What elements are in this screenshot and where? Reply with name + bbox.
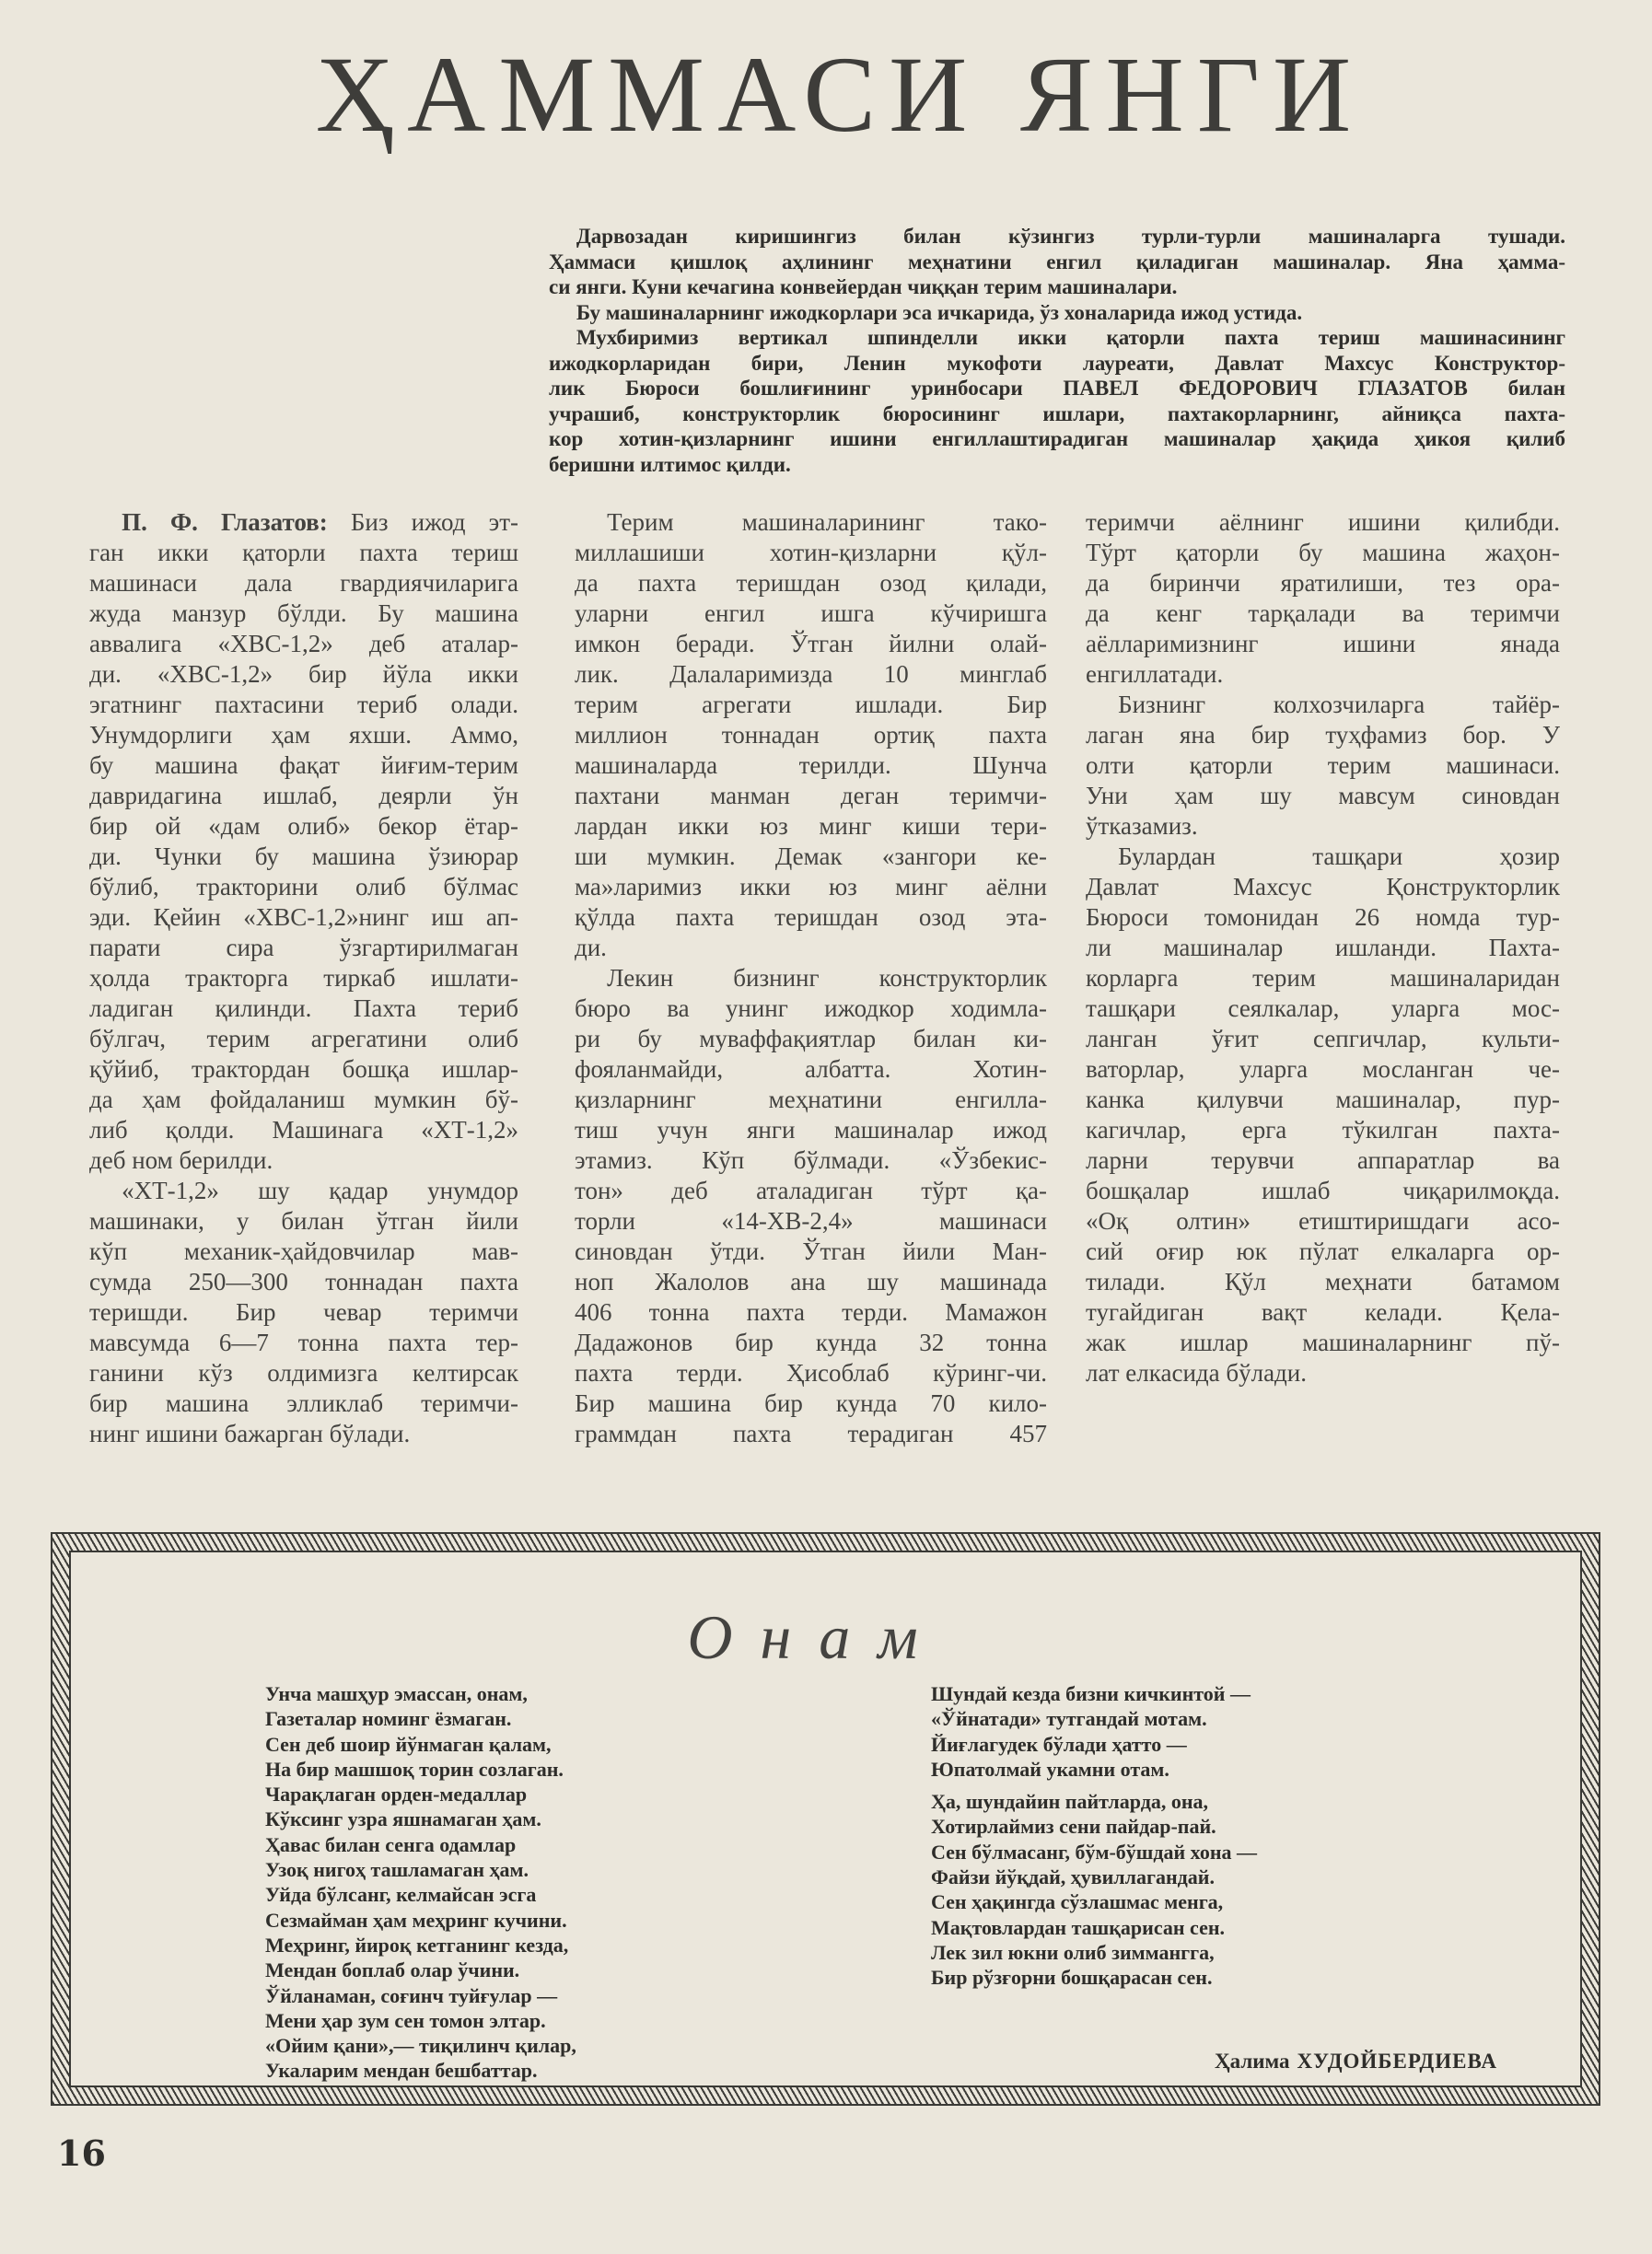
line-text: нинг ишини бажарган бўлади. <box>89 1420 411 1447</box>
text-line <box>1086 872 1560 902</box>
poem-line: Узоқ нигоҳ ташламаган ҳам. <box>265 1858 529 1882</box>
text-line <box>575 781 1047 811</box>
poem-line: Ўйланаман, соғинч туйғулар — <box>265 1983 558 2007</box>
text-line <box>89 690 518 720</box>
line-text: канка қилувчи машиналар, пур- <box>1086 1086 1560 1113</box>
line-text: ҳолда тракторга тиркаб ишлати- <box>89 964 518 992</box>
article-title: ҲАММАСИ ЯНГИ <box>315 34 1365 155</box>
line-text: кагичлар, ерга тўкилган пахта- <box>1086 1116 1560 1144</box>
poem-line: Унча машҳур эмассан, онам, <box>265 1682 528 1705</box>
line-text: Мухбиримиз вертикал шпинделли икки қаторли пахта териш машинасининг <box>576 326 1565 349</box>
poem-line: Сен ҳақингда сўзлашмас менга, <box>931 1890 1224 1914</box>
text-line <box>575 629 1047 659</box>
line-text: ташқари сеялкалар, уларга мос- <box>1086 994 1560 1022</box>
line-text: сий оғир юк пўлат елкаларга ор- <box>1086 1237 1560 1265</box>
line-text: машинаси дала гвардиячиларига <box>89 569 518 597</box>
text-line <box>1086 963 1560 993</box>
text-line <box>1086 1206 1560 1237</box>
poem-line: Бир рўзғорни бошқарасан сен. <box>931 1966 1213 1990</box>
line-text: да биринчи яратилиши, тез ора- <box>1086 569 1560 597</box>
poem-line: Меҳринг, йироқ кетганинг кезда, <box>265 1933 569 1957</box>
text-line <box>89 1206 518 1237</box>
line-text: тиш учун янги машиналар ижод <box>575 1116 1047 1144</box>
line-text: бюро ва унинг ижодкор ходимла- <box>575 994 1047 1022</box>
text-line <box>575 750 1047 781</box>
line-text: пахта терди. Ҳисоблаб кўринг-чи. <box>575 1359 1047 1387</box>
text-line <box>1086 1115 1560 1145</box>
line-text: машинаки, у билан ўтган йили <box>89 1207 518 1235</box>
text-line <box>575 538 1047 568</box>
text-line <box>549 426 1565 452</box>
line-text: лат елкасида бўлади. <box>1086 1359 1307 1387</box>
line-text: ма»ларимиз икки юз минг аёлни <box>575 873 1047 900</box>
line-text: Лекин бизнинг конструкторлик <box>607 964 1047 992</box>
text-line <box>1086 659 1560 690</box>
line-text: эди. Қейин «ХВС-1,2»нинг иш ап- <box>89 903 518 931</box>
text-line <box>549 351 1565 377</box>
line-text: ли машиналар ишланди. Пахта- <box>1086 934 1560 961</box>
poem-panel <box>69 1551 1582 2087</box>
poem-frame-hatched-border <box>51 1532 1600 2106</box>
text-line <box>89 963 518 993</box>
line-text: Дарвозадан киришингиз билан кўзингиз турли-турли машиналарга тушади. <box>576 225 1565 248</box>
poem-line: Сезмайман ҳам меҳринг кучини. <box>265 1908 567 1932</box>
text-line <box>1086 933 1560 963</box>
line-text: жуда манзур бўлди. Бу машина <box>89 599 518 627</box>
line-text: тон» деб аталадиган тўрт қа- <box>575 1177 1047 1204</box>
text-line <box>575 902 1047 933</box>
poem-line: Мендан боплаб олар ўчини. <box>265 1958 520 1982</box>
text-line <box>89 872 518 902</box>
line-text: Унумдорлиги ҳам яхши. Аммо, <box>89 721 518 749</box>
line-text: бир машина элликлаб теримчи- <box>89 1389 518 1417</box>
poem-stanza <box>931 1681 1257 1782</box>
text-line <box>575 568 1047 598</box>
line-text: қизларнинг меҳнатини енгилла- <box>575 1086 1047 1113</box>
line-text: бўлгач, терим агрегатини олиб <box>89 1025 518 1052</box>
poem-line: Файзи йўқдай, ҳувиллагандай. <box>931 1865 1215 1889</box>
text-line <box>575 811 1047 842</box>
text-line <box>89 629 518 659</box>
line-text: бошқалар ишлаб чиқарилмоқда. <box>1086 1177 1560 1204</box>
line-text: енгиллатади. <box>1086 660 1224 688</box>
text-line <box>89 842 518 872</box>
line-text: Терим машиналарининг тако- <box>607 508 1047 536</box>
line-text: фояланмайди, албатта. Хотин- <box>575 1055 1047 1083</box>
text-line <box>1086 750 1560 781</box>
text-line <box>1086 1054 1560 1085</box>
text-line <box>1086 538 1560 568</box>
line-text: тилади. Қўл меҳнати батамом <box>1086 1268 1560 1295</box>
text-line <box>575 598 1047 629</box>
text-line <box>549 401 1565 427</box>
line-text: тугайдиган вақт келади. Қела- <box>1086 1298 1560 1326</box>
line-text: Бир машина бир кунда 70 кило- <box>575 1389 1047 1417</box>
article-column-3 <box>1086 507 1560 1388</box>
text-line <box>89 1054 518 1085</box>
text-line <box>1086 811 1560 842</box>
text-line <box>89 1085 518 1115</box>
text-line <box>89 1024 518 1054</box>
author-first-name: Ҳалима <box>1215 2050 1290 2073</box>
text-line <box>89 1267 518 1297</box>
poem-line: «Ўйнатади» тутгандай мотам. <box>931 1707 1207 1731</box>
text-line <box>89 781 518 811</box>
text-line <box>89 1176 518 1206</box>
line-text: кўп механик-ҳайдовчилар мав- <box>89 1237 518 1265</box>
poem-line: Юпатолмай укамни отам. <box>931 1757 1169 1781</box>
line-text: ди. «ХВС-1,2» бир йўла икки <box>89 660 518 688</box>
text-line <box>1086 1085 1560 1115</box>
line-text: ижодкорларидан бири, Ленин мукофоти лауреати, Давлат Махсус Конструктор- <box>549 351 1565 375</box>
text-line <box>89 993 518 1024</box>
line-text: синовдан ўтди. Ўтган йили Ман- <box>575 1237 1047 1265</box>
line-text: корларга терим машиналаридан <box>1086 964 1560 992</box>
text-line <box>1086 1024 1560 1054</box>
text-line <box>1086 598 1560 629</box>
poem-line: На бир машшоқ торин созлаган. <box>265 1757 564 1781</box>
text-line <box>1086 842 1560 872</box>
line-text: Ҳаммаси қишлоқ аҳлининг меҳнатини енгил қиладиган машиналар. Яна ҳамма- <box>549 250 1565 273</box>
poem-line: Сен бўлмасанг, бўм-бўшдай хона — <box>931 1840 1258 1864</box>
article-column-2 <box>575 507 1047 1449</box>
poem-line: Мақтовлардан ташқарисан сен. <box>931 1915 1226 1939</box>
text-line <box>575 1206 1047 1237</box>
poem-line: Кўксинг узра яшнамаган ҳам. <box>265 1807 541 1831</box>
text-line <box>575 1328 1047 1358</box>
text-line <box>1086 781 1560 811</box>
text-line <box>575 842 1047 872</box>
text-line <box>575 1267 1047 1297</box>
line-text: аёлларимизнинг ишини янада <box>1086 630 1560 657</box>
text-line <box>549 452 1565 478</box>
text-line <box>575 1388 1047 1419</box>
text-line <box>575 1145 1047 1176</box>
text-line <box>549 274 1565 300</box>
text-line <box>549 300 1565 326</box>
line-text: граммдан пахта терадиган 457 <box>575 1420 1047 1447</box>
text-line <box>575 659 1047 690</box>
line-text: ди. Чунки бу машина ўзиюрар <box>89 842 518 870</box>
line-text: Уни ҳам шу мавсум синовдан <box>1086 782 1560 809</box>
text-line <box>89 720 518 750</box>
line-text: бўлиб, тракторини олиб бўлмас <box>89 873 518 900</box>
line-text: жак ишлар машиналарнинг пў- <box>1086 1329 1560 1356</box>
line-text: бу машина фақат йиғим-терим <box>89 751 518 779</box>
text-line <box>1086 1328 1560 1358</box>
line-text: кор хотин-қизларнинг ишини енгиллаштирадиган машиналар ҳақида ҳикоя қилиб <box>549 427 1565 450</box>
page-number: 16 <box>57 2132 106 2174</box>
poem-stanza <box>931 1789 1257 1990</box>
text-line <box>89 1358 518 1388</box>
poem-column-left <box>265 1681 576 2091</box>
line-text: Дадажонов бир кунда 32 тонна <box>575 1329 1047 1356</box>
text-line <box>1086 1297 1560 1328</box>
line-text: 406 тонна пахта терди. Мамажон <box>575 1298 1047 1326</box>
poem-line: Уйда бўлсанг, келмайсан эсга <box>265 1883 537 1907</box>
text-line <box>575 1085 1047 1115</box>
text-line <box>89 1419 518 1449</box>
line-text: Биз ижод эт- <box>350 508 519 536</box>
text-line <box>549 250 1565 275</box>
text-line <box>89 811 518 842</box>
text-line <box>1086 902 1560 933</box>
line-text: лик Бюроси бошлиғининг уринбосари ПАВЕЛ ФЕДОРОВИЧ ГЛАЗАТОВ билан <box>549 377 1565 400</box>
text-line <box>549 325 1565 351</box>
line-text: Бизнинг колхозчиларга тайёр- <box>1118 691 1560 718</box>
text-line <box>89 750 518 781</box>
poem-line: Мени ҳар зум сен томон элтар. <box>265 2008 546 2032</box>
line-text: сумда 250—300 тоннадан пахта <box>89 1268 518 1295</box>
text-line <box>89 1145 518 1176</box>
text-line <box>1086 720 1560 750</box>
line-text: ди. <box>575 934 607 961</box>
line-text: қўлда пахта теришдан озод эта- <box>575 903 1047 931</box>
text-line <box>89 933 518 963</box>
text-line <box>575 933 1047 963</box>
line-text: ўтказамиз. <box>1086 812 1198 840</box>
text-line <box>575 720 1047 750</box>
line-text: мавсумда 6—7 тонна пахта тер- <box>89 1329 518 1356</box>
text-line <box>89 1297 518 1328</box>
poem-line: Йиғлагудек бўлади ҳатто — <box>931 1732 1187 1756</box>
text-line <box>575 1297 1047 1328</box>
line-text: пахтани манман деган теримчи- <box>575 782 1047 809</box>
line-text: лик. Далаларимизда 10 минглаб <box>575 660 1047 688</box>
text-line <box>575 1358 1047 1388</box>
line-text: ган икки қаторли пахта териш <box>89 539 518 566</box>
text-line <box>1086 629 1560 659</box>
poem-line: Лек зил юкни олиб зиммангга, <box>931 1940 1215 1964</box>
text-line <box>575 993 1047 1024</box>
text-line <box>89 598 518 629</box>
line-text: ларни терувчи аппаратлар ва <box>1086 1146 1560 1174</box>
line-text: ваторлар, уларга мосланган че- <box>1086 1055 1560 1083</box>
line-text: Давлат Махсус Қонструкторлик <box>1086 873 1560 900</box>
text-line <box>89 659 518 690</box>
text-line <box>89 1388 518 1419</box>
text-line <box>1086 568 1560 598</box>
line-text: эгатнинг пахтасини териб олади. <box>89 691 518 718</box>
line-text: этамиз. Кўп бўлмади. «Ўзбекис- <box>575 1146 1047 1174</box>
text-line <box>89 568 518 598</box>
text-line <box>1086 1176 1560 1206</box>
speaker-name: П. Ф. Глазатов: <box>122 508 328 536</box>
text-line <box>575 1237 1047 1267</box>
line-text: олти қаторли терим машинаси. <box>1086 751 1560 779</box>
poem-author <box>1215 2050 1497 2074</box>
line-text: либ қолди. Машинага «ХТ-1,2» <box>89 1116 518 1144</box>
text-line <box>1086 507 1560 538</box>
text-line <box>1086 1237 1560 1267</box>
line-text: машиналарда терилди. Шунча <box>575 751 1047 779</box>
author-last-name: ХУДОЙБЕРДИЕВА <box>1297 2050 1497 2073</box>
line-text: теришди. Бир чевар теримчи <box>89 1298 518 1326</box>
line-text: ноп Жалолов ана шу машинада <box>575 1268 1047 1295</box>
text-line <box>575 1054 1047 1085</box>
line-text: лардан икки юз минг киши тери- <box>575 812 1047 840</box>
line-text: қўйиб, трактордан бошқа ишлар- <box>89 1055 518 1083</box>
line-text: терим агрегати ишлади. Бир <box>575 691 1047 718</box>
text-line <box>1086 1267 1560 1297</box>
article-column-1 <box>89 507 518 1449</box>
line-text: миллашиши хотин-қизларни қўл- <box>575 539 1047 566</box>
text-line <box>575 1115 1047 1145</box>
line-text: Бу машиналарнинг ижодкорлари эса ичкарида, ўз хоналарида ижод устида. <box>576 300 1303 324</box>
line-text: да ҳам фойдаланиш мумкин бў- <box>89 1086 518 1113</box>
line-text: торли «14-ХВ-2,4» машинаси <box>575 1207 1047 1235</box>
poem-line: Ҳавас билан сенга одамлар <box>265 1832 517 1856</box>
line-text: «ХТ-1,2» шу қадар унумдор <box>122 1177 518 1204</box>
text-line <box>549 224 1565 250</box>
text-line <box>575 1419 1047 1449</box>
poem-line: «Ойим қани»,— тиқилинч қилар, <box>265 2034 576 2058</box>
text-line <box>575 1024 1047 1054</box>
line-text: деб ном берилди. <box>89 1146 273 1174</box>
poem-line: Чарақлаган орден-медаллар <box>265 1783 528 1807</box>
line-text: аввалига «ХВС-1,2» деб аталар- <box>89 630 518 657</box>
text-line <box>89 507 518 538</box>
text-line <box>575 1176 1047 1206</box>
line-text: да кенг тарқалади ва теримчи <box>1086 599 1560 627</box>
line-text: лаган яна бир туҳфамиз бор. У <box>1086 721 1560 749</box>
poem-line: Сен деб шоир йўнмаган қалам, <box>265 1732 552 1756</box>
text-line <box>575 872 1047 902</box>
poem-line: Ҳа, шундайин пайтларда, она, <box>931 1790 1208 1814</box>
line-text: ши мумкин. Демак «зангори ке- <box>575 842 1047 870</box>
line-text: Булардан ташқари ҳозир <box>1118 842 1560 870</box>
text-line <box>1086 1145 1560 1176</box>
text-line <box>89 1328 518 1358</box>
line-text: имкон беради. Ўтган йилни олай- <box>575 630 1047 657</box>
line-text: Бюроси томонидан 26 номда тур- <box>1086 903 1560 931</box>
text-line <box>89 902 518 933</box>
line-text: да пахта теришдан озод қилади, <box>575 569 1047 597</box>
poem-line: Газеталар номинг ёзмаган. <box>265 1707 512 1731</box>
text-line <box>575 507 1047 538</box>
line-text: си янги. Куни кечагина конвейердан чиққан терим машиналари. <box>549 275 1178 298</box>
article-lead-intro <box>549 224 1565 477</box>
line-text: давридагина ишлаб, деярли ўн <box>89 782 518 809</box>
line-text: беришни илтимос қилди. <box>549 452 791 476</box>
poem-line: Хотирлаймиз сени пайдар-пай. <box>931 1815 1216 1839</box>
text-line <box>575 963 1047 993</box>
poem-title: Онам <box>687 1602 946 1672</box>
line-text: бир ой «дам олиб» бекор ётар- <box>89 812 518 840</box>
line-text: учрашиб, конструкторлик бюросининг ишлари, пахтакорларнинг, айниқса пахта- <box>549 401 1565 425</box>
text-line <box>1086 993 1560 1024</box>
line-text: ладиган қилинди. Пахта териб <box>89 994 518 1022</box>
text-line <box>1086 1358 1560 1388</box>
poem-line: Шундай кезда бизни кичкинтой — <box>931 1682 1251 1705</box>
line-text: Тўрт қаторли бу машина жаҳон- <box>1086 539 1560 566</box>
line-text: ганини кўз олдимизга келтирсак <box>89 1359 518 1387</box>
text-line <box>89 538 518 568</box>
text-line <box>89 1115 518 1145</box>
line-text: миллион тоннадан ортиқ пахта <box>575 721 1047 749</box>
poem-column-right <box>931 1681 1257 1998</box>
text-line <box>89 1237 518 1267</box>
text-line <box>549 376 1565 401</box>
line-text: уларни енгил ишга кўчиришга <box>575 599 1047 627</box>
line-text: «Оқ олтин» етиштиришдаги асо- <box>1086 1207 1560 1235</box>
line-text: ланган ўғит сепгичлар, культи- <box>1086 1025 1560 1052</box>
poem-line: Укаларим мендан бешбаттар. <box>265 2059 538 2083</box>
text-line <box>575 690 1047 720</box>
line-text: ри бу муваффақиятлар билан ки- <box>575 1025 1047 1052</box>
poem-stanza <box>265 1681 576 2084</box>
line-text: парати сира ўзгартирилмаган <box>89 934 518 961</box>
text-line <box>1086 690 1560 720</box>
line-text: теримчи аёлнинг ишини қилибди. <box>1086 508 1560 536</box>
